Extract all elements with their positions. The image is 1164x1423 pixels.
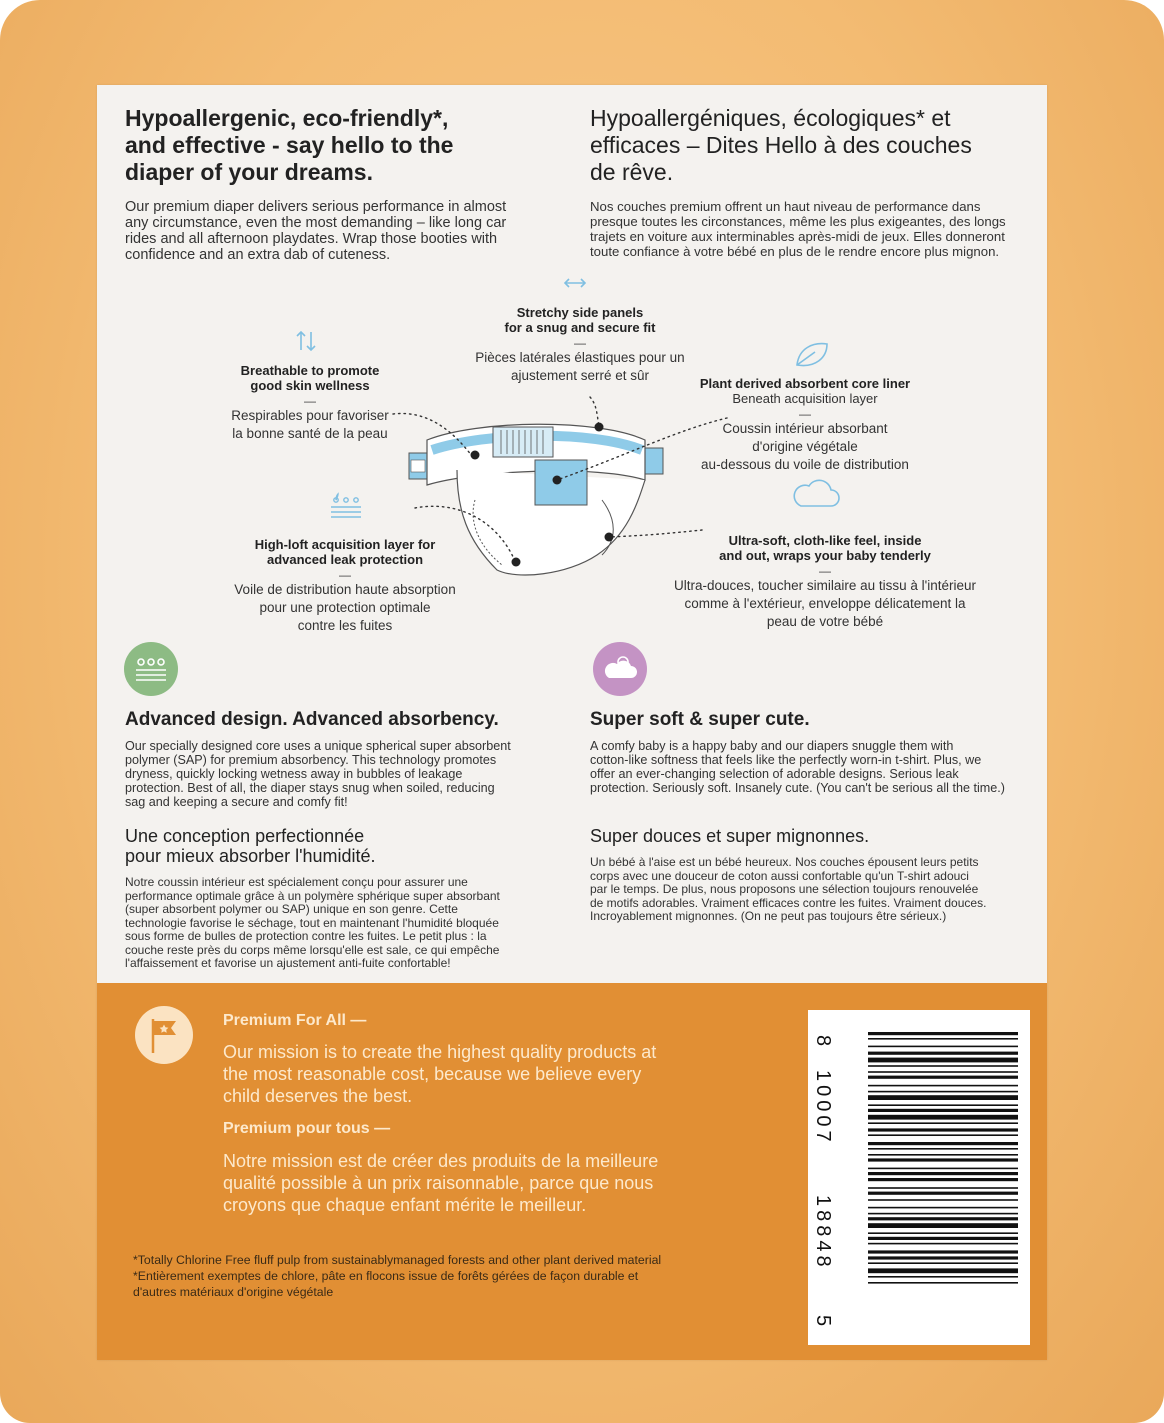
feature-dash: — xyxy=(304,394,316,408)
cloud-sun-badge-icon xyxy=(591,640,649,698)
barcode-bar xyxy=(868,1223,1018,1228)
soft-body xyxy=(590,739,1030,795)
mission-body-line: child deserves the best. xyxy=(223,1086,413,1106)
barcode-bar xyxy=(868,1168,1018,1170)
barcode-bar xyxy=(868,1282,1018,1284)
barcode-bar xyxy=(868,1134,1018,1136)
feature-title-line: Plant derived absorbent core liner xyxy=(699,376,911,391)
soft-body-line: protection. Seriously soft. Insanely cute. (You can't be serious all the time.) xyxy=(590,781,1005,795)
advanced-title-fr xyxy=(125,826,565,866)
feature-fr-line: ajustement serré et sûr xyxy=(510,368,650,383)
feature-fr-line: Respirables pour favoriser xyxy=(231,408,389,423)
arrows-leftright-icon xyxy=(565,279,585,287)
barcode-bar xyxy=(868,1071,1018,1073)
mission-body-line: qualité possible à un prix raisonnable, parce que nous xyxy=(223,1173,654,1193)
soft-title: Super soft & super cute. xyxy=(590,709,810,730)
barcode-bar xyxy=(868,1262,1018,1264)
barcode-digit-bottom: 5 xyxy=(812,1315,834,1327)
barcode-bar xyxy=(868,1095,1018,1100)
advanced-body-line: protection. Best of all, the diaper stays snug when soiled, reducing xyxy=(125,781,495,795)
barcode-bar xyxy=(868,1217,1018,1220)
feature-fr-line: au-dessous du voile de distribution xyxy=(701,457,909,472)
advanced-body-fr-line: (super absorbent polymer ou SAP) unique en son genre. Cette xyxy=(125,902,458,916)
advanced-body-fr-line: technologie favorise le séchage, tout en maintenant l'humidité bloquée xyxy=(125,915,499,930)
intro-title-line: de rêve. xyxy=(590,159,674,185)
barcode-bar xyxy=(868,1058,1018,1063)
feature-fr-line: d'origine végétale xyxy=(752,439,858,454)
barcode-bar xyxy=(868,1052,1018,1055)
barcode-bar xyxy=(868,1207,1018,1209)
feature-stretchy xyxy=(430,305,730,385)
soft-body-fr xyxy=(590,856,1030,924)
feature-fr-line: Coussin intérieur absorbant xyxy=(722,421,888,436)
barcode-digits-mid1: 10007 xyxy=(812,1070,834,1146)
barcode-bar xyxy=(868,1268,1018,1273)
advanced-body xyxy=(125,739,565,809)
intro-title-line: efficaces – Dites Hello à des couches xyxy=(590,132,972,158)
barcode-bar xyxy=(868,1142,1018,1145)
advanced-body-fr-line: l'affaissement et favorise un ajustement anti-fuite confortable! xyxy=(125,956,451,970)
feature-fr-line: la bonne santé de la peau xyxy=(232,426,388,441)
arrows-updown-icon xyxy=(297,332,315,350)
barcode-bar xyxy=(868,1038,1018,1040)
barcode-bar xyxy=(868,1065,1018,1067)
barcode-bar xyxy=(868,1032,1018,1035)
barcode-bar xyxy=(868,1256,1018,1259)
soft-body-fr-line: Incroyablement mignonnes. (On ne peut pas toujours être sérieux.) xyxy=(590,909,947,923)
flag-star-icon xyxy=(134,1005,194,1065)
advanced-body-fr-line: sous forme de bulles de protection contre les fuites. Le petit plus : la xyxy=(125,929,487,943)
feature-fr-line: comme à l'extérieur, enveloppe délicatement la xyxy=(684,596,966,611)
advanced-title-fr-line: Une conception perfectionnée xyxy=(125,826,365,846)
mission-body-line: the most reasonable cost, because we believe every xyxy=(223,1064,642,1084)
intro-title-line: Hypoallergéniques, écologiques* et xyxy=(590,105,951,131)
feature-fr-line: peau de votre bébé xyxy=(766,614,884,629)
feature-dash: — xyxy=(339,568,351,582)
barcode-bar xyxy=(868,1199,1018,1201)
intro-body-line: confidence and an extra dab of cuteness. xyxy=(125,247,391,263)
barcode-bar xyxy=(868,1237,1018,1240)
intro-body-line: rides and all afternoon playdates. Wrap those booties with xyxy=(125,231,498,247)
intro-body-line: presque toutes les circonstances, même les plus exigeantes, des longs xyxy=(590,214,1006,229)
feature-plant xyxy=(660,376,950,474)
barcode-bar xyxy=(868,1192,1018,1195)
droplets-layers-icon xyxy=(331,494,361,517)
advanced-body-line: sag and keeping a secure and comfy fit! xyxy=(125,795,348,809)
barcode-bar xyxy=(868,1154,1018,1156)
soft-title-fr: Super douces et super mignonnes. xyxy=(590,826,870,846)
intro-body-line: any circumstance, even the most demanding – like long car xyxy=(125,215,507,231)
feature-title-line: good skin wellness xyxy=(250,378,370,393)
advanced-body-fr xyxy=(125,876,565,971)
absorbency-badge-icon xyxy=(122,640,180,698)
feature-fr-line: pour une protection optimale xyxy=(259,600,431,615)
barcode-bar xyxy=(868,1046,1018,1048)
footnotes xyxy=(133,1252,793,1300)
footnote-fr-line: d'autres matériaux d'origine végétale xyxy=(133,1285,334,1299)
feature-title-line: Ultra-soft, cloth-like feel, inside xyxy=(728,533,922,548)
barcode-bars xyxy=(808,1010,1030,1345)
soft-body-line: offer an ever-changing selection of adorable designs. Serious leak xyxy=(590,767,959,781)
soft-body-line: A comfy baby is a happy baby and our diapers snuggle them with xyxy=(590,739,954,753)
barcode-digit-top: 8 xyxy=(812,1035,834,1047)
mission-heading-fr: Premium pour tous — xyxy=(223,1120,391,1137)
advanced-body-fr-line: Notre coussin intérieur est spécialement conçu pour assurer une xyxy=(125,875,468,889)
barcode-bar xyxy=(868,1109,1018,1112)
feature-fr-line: contre les fuites xyxy=(297,618,393,633)
feature-dash: — xyxy=(574,336,586,350)
barcode-bar xyxy=(868,1243,1018,1245)
barcode-bar xyxy=(868,1178,1018,1181)
mission-body-line: Our mission is to create the highest quality products at xyxy=(223,1042,657,1062)
feature-dash: — xyxy=(819,564,831,578)
advanced-title-fr-line: pour mieux absorber l'humidité. xyxy=(125,846,376,866)
footnote-en: *Totally Chlorine Free fluff pulp from sustainablymanaged forests and other plant derived material xyxy=(133,1253,662,1267)
intro-body-line: Our premium diaper delivers serious performance in almost xyxy=(125,199,507,215)
intro-title-en xyxy=(125,105,525,186)
barcode-bar xyxy=(868,1187,1018,1189)
barcode-bar xyxy=(868,1085,1018,1087)
intro-title-fr xyxy=(590,105,1020,186)
feature-title-line: Stretchy side panels xyxy=(516,305,644,320)
advanced-body-fr-line: performance optimale grâce à un polymère sphérique super absorbant xyxy=(125,888,500,903)
barcode-bar xyxy=(868,1172,1018,1175)
advanced-body-line: dryness, quickly locking wetness away in bubbles of leakage xyxy=(125,767,463,781)
feature-ultrasoft xyxy=(655,533,995,631)
mission-heading-en: Premium For All — xyxy=(223,1012,367,1029)
soft-body-fr-line: corps avec une douceur de coton aussi confortable qu'un T-shirt adouci xyxy=(590,868,969,883)
barcode-bar xyxy=(868,1128,1018,1131)
intro-body-line: trajets en voiture aux interminables après-midi de jeux. Elles donneront xyxy=(590,229,1005,244)
mission-body-line: croyons que chaque enfant mérite le meilleur. xyxy=(223,1195,587,1215)
feature-fr-line: Pièces latérales élastiques pour un xyxy=(475,350,685,365)
feature-title-line: and out, wraps your baby tenderly xyxy=(719,548,931,563)
barcode-bar xyxy=(868,1122,1018,1124)
feature-title-line: for a snug and secure fit xyxy=(504,320,656,335)
soft-body-fr-line: par le temps. De plus, nous proposons une sélection toujours renouvelée xyxy=(590,882,979,896)
barcode-bar xyxy=(868,1076,1018,1079)
intro-body-en xyxy=(125,199,545,263)
feature-dash: — xyxy=(799,407,811,421)
feature-highloft xyxy=(200,537,490,635)
advanced-body-fr-line: couche reste près du corps même lorsqu'elle est sale, ce qui empêche xyxy=(125,942,500,957)
intro-title-line: Hypoallergenic, eco-friendly*, xyxy=(125,105,449,131)
barcode xyxy=(808,1010,1030,1345)
leaf-icon xyxy=(797,344,827,366)
feature-title-line: advanced leak protection xyxy=(266,552,424,567)
mission-body-line: Notre mission est de créer des produits de la meilleure xyxy=(223,1151,659,1171)
cloud-icon xyxy=(794,480,839,506)
barcode-bar xyxy=(868,1158,1018,1161)
intro-body-line: toute confiance à votre bébé en plus de le rendre encore plus mignon. xyxy=(590,244,1000,259)
footnote-fr-line: *Entièrement exemptes de chlore, pâte en flocons issue de forêts gérées de façon durable et xyxy=(133,1269,639,1283)
soft-body-line: cotton-like softness that feels like the perfectly worn-in t-shirt. Plus, we xyxy=(590,753,982,767)
intro-body-line: Nos couches premium offrent un haut niveau de performance dans xyxy=(590,199,981,214)
feature-title-line: Breathable to promote xyxy=(240,363,380,378)
mission-body-fr xyxy=(223,1150,783,1216)
barcode-bar xyxy=(868,1276,1018,1278)
barcode-bar xyxy=(868,1148,1018,1150)
barcode-bar xyxy=(868,1232,1018,1234)
feature-breathable xyxy=(180,363,440,443)
feature-title-line: High-loft acquisition layer for xyxy=(254,537,436,552)
barcode-bar xyxy=(868,1213,1018,1215)
feature-subtitle: Beneath acquisition layer xyxy=(732,391,878,406)
barcode-bar xyxy=(868,1104,1018,1106)
intro-body-fr xyxy=(590,199,1030,259)
soft-body-fr-line: Un bébé à l'aise est un bébé heureux. Nos couches épousent leurs petits xyxy=(590,855,979,869)
intro-title-line: diaper of your dreams. xyxy=(125,159,373,185)
feature-fr-line: Voile de distribution haute absorption xyxy=(234,582,456,597)
advanced-body-line: Our specially designed core uses a unique spherical super absorbent xyxy=(125,739,511,753)
barcode-bar xyxy=(868,1091,1018,1093)
barcode-bar xyxy=(868,1250,1018,1253)
advanced-title: Advanced design. Advanced absorbency. xyxy=(125,709,499,730)
mission-body-en xyxy=(223,1041,783,1107)
advanced-body-line: polymer (SAP) for premium absorbency. This technology promotes xyxy=(125,753,497,767)
soft-body-fr-line: de motifs adorables. Vraiment efficaces contre les fuites. Vraiment douces. xyxy=(590,895,987,910)
barcode-digits-mid2: 18848 xyxy=(812,1195,834,1271)
intro-title-line: and effective - say hello to the xyxy=(125,132,454,158)
barcode-bar xyxy=(868,1115,1018,1120)
feature-fr-line: Ultra-douces, toucher similaire au tissu à l'intérieur xyxy=(674,578,976,593)
